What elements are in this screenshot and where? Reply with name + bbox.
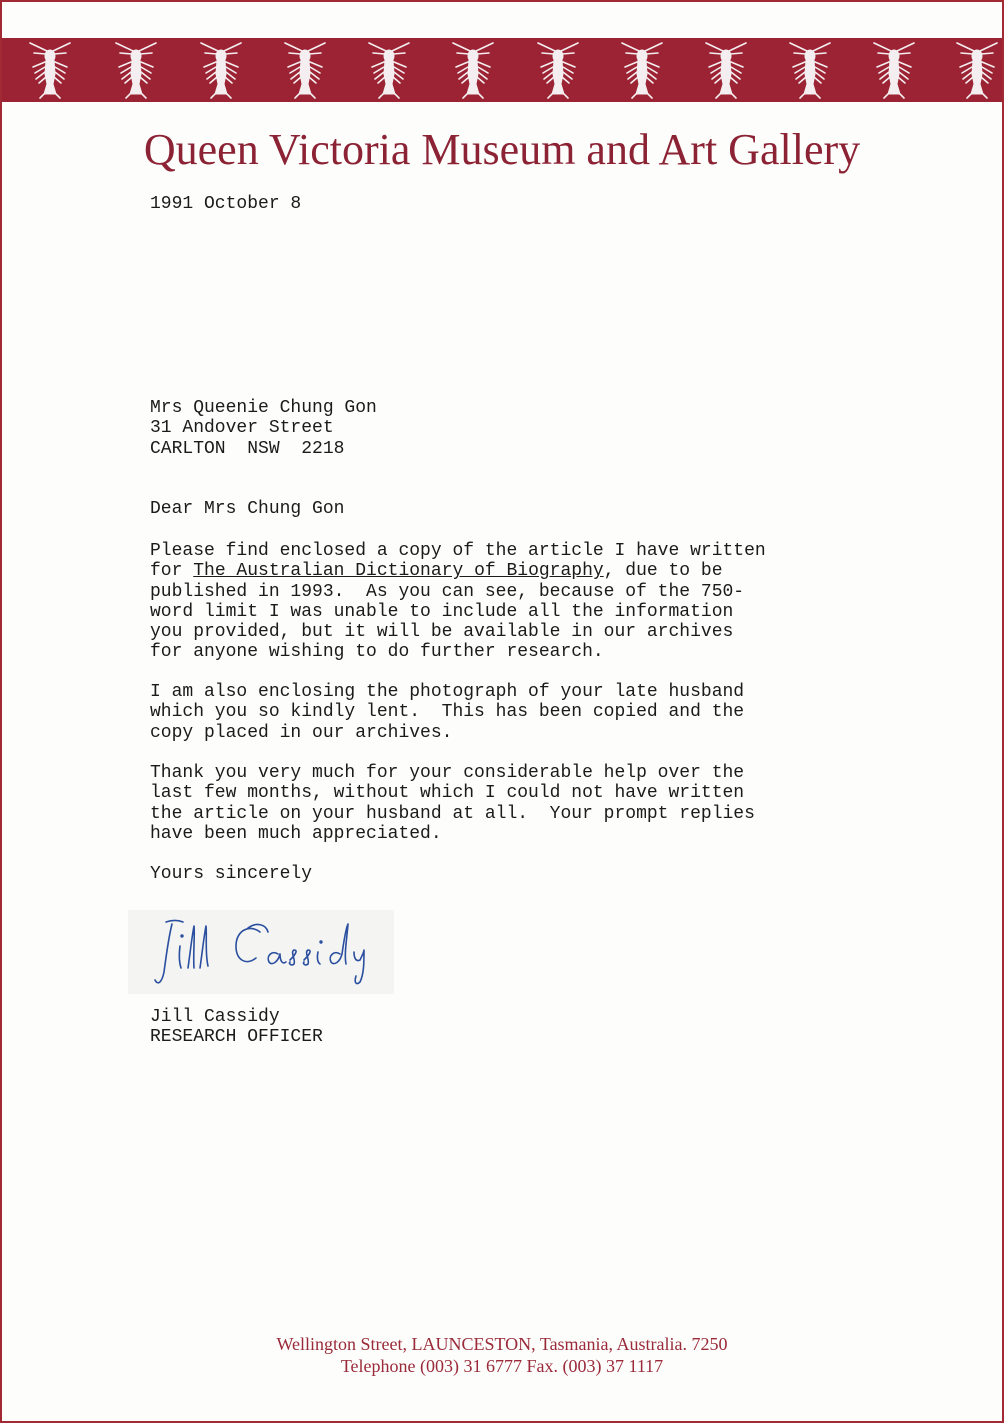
paragraph-line: last few months, without which I could not have written [150,783,745,804]
crayfish-icon [874,43,914,98]
recipient-street: 31 Andover Street [150,418,334,439]
crayfish-icon [285,43,325,98]
crayfish-icon [30,43,70,98]
paragraph-thanks [150,763,755,844]
paragraph-line-suffix: , due to be [603,561,723,582]
paragraph-enclosed-article [150,541,766,663]
paragraph-line: Please find enclosed a copy of the article I have written [150,541,766,561]
institution-name: Queen Victoria Museum and Art Gallery [143,125,861,174]
paragraph-line: which you so kindly lent. This has been copied and the [150,702,745,723]
closing: Yours sincerely [150,864,313,884]
paragraph-line: copy placed in our archives. [150,722,453,743]
crayfish-icon [622,43,662,98]
paragraph-line: I am also enclosing the photograph of your late husband [150,682,745,702]
paragraph-line: published in 1993. As you can see, because of the 750- [150,581,745,602]
salutation: Dear Mrs Chung Gon [150,499,345,519]
crayfish-icon [116,43,156,98]
footer-contact: Telephone (003) 31 6777 Fax. (003) 37 1117 [340,1356,664,1376]
paragraph-line: for anyone wishing to do further research. [150,642,604,663]
publication-title: The Australian Dictionary of Biography [193,561,604,582]
crayfish-icon [706,43,746,98]
crayfish-icon [453,43,493,98]
paragraph-line: you provided, but it will be available in our archives [150,622,734,643]
recipient-name: Mrs Queenie Chung Gon [150,398,377,418]
letter-date: 1991 October 8 [150,194,302,214]
paragraph-line: the article on your husband at all. Your prompt replies [150,803,755,824]
paragraph-photograph [150,682,744,743]
handwritten-signature [128,910,394,994]
signatory-title: RESEARCH OFFICER [150,1027,323,1047]
footer-address: Wellington Street, LAUNCESTON, Tasmania, Australia. 7250 [276,1334,728,1354]
recipient-address [150,398,377,459]
paragraph-line: have been much appreciated. [150,823,442,844]
signatory-name: Jill Cassidy [150,1007,280,1027]
crayfish-icon [790,43,830,98]
crayfish-icon [201,43,241,98]
crayfish-icon [538,43,578,98]
letterhead-banner [2,38,1002,102]
crayfish-icon [369,43,409,98]
crayfish-icon [957,43,997,98]
recipient-locality: CARLTON NSW 2218 [150,438,345,459]
paragraph-line: Thank you very much for your considerable help over the [150,763,745,783]
crayfish-icon-row [2,38,1002,102]
paragraph-line: word limit I was unable to include all the information [150,601,734,622]
signature-image [128,910,394,994]
letterhead-footer [2,1333,1002,1377]
paragraph-line-prefix: for [150,561,194,582]
